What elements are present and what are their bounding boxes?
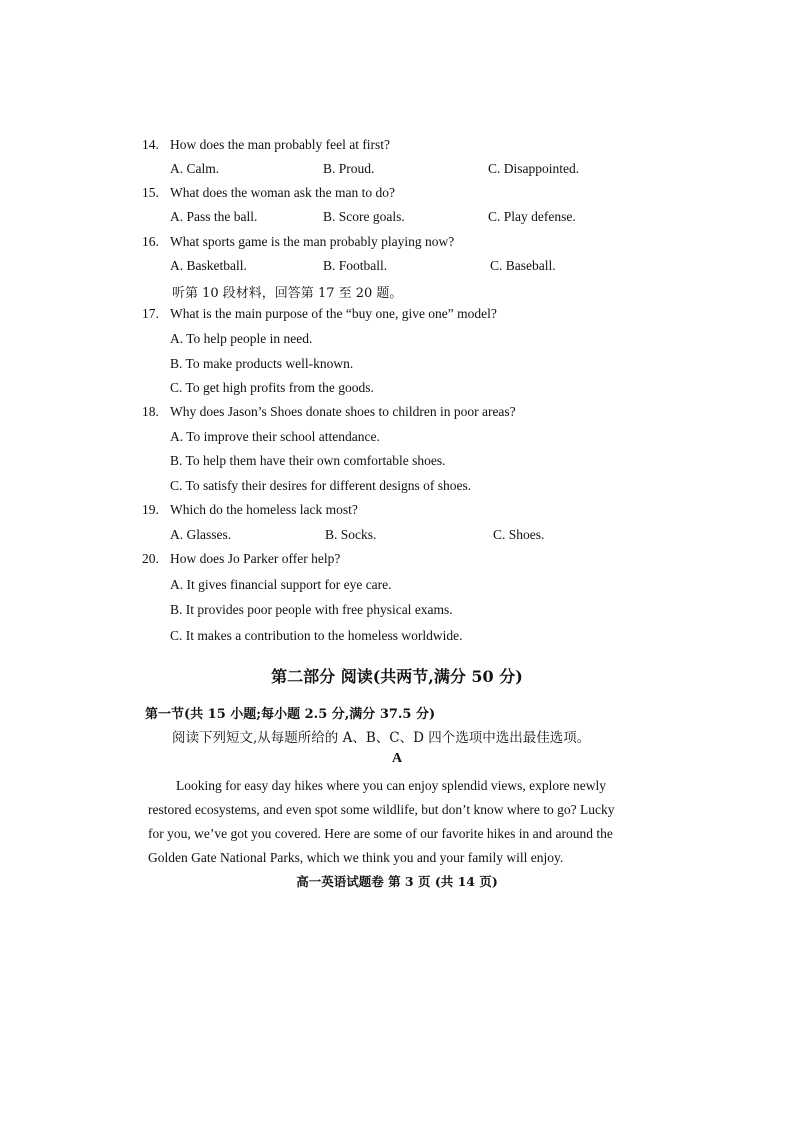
question-text: What does the woman ask the man to do? xyxy=(170,185,395,200)
reading-instruction: 阅读下列短文,从每题所给的 A、B、C、D 四个选项中选出最佳选项。 xyxy=(172,730,591,746)
question-number: 20. xyxy=(142,551,159,566)
question-number: 18. xyxy=(142,404,159,419)
question-16 xyxy=(142,234,454,250)
question-15 xyxy=(142,185,395,201)
question-text: Which do the homeless lack most? xyxy=(170,502,358,517)
passage-line: for you, we’ve got you covered. Here are some of our favorite hikes in and around the xyxy=(148,826,613,841)
option-c: C. Baseball. xyxy=(490,258,556,273)
part-title: 第二部分 阅读(共两节,满分 50 分) xyxy=(271,667,523,686)
passage-label: A xyxy=(391,751,403,766)
passage-text xyxy=(148,774,654,870)
listening-instruction: 听第 10 段材料，回答第 17 至 20 题。 xyxy=(172,286,403,301)
option-a: A. It gives financial support for eye care. xyxy=(170,577,392,592)
passage-line: Looking for easy day hikes where you can enjoy splendid views, explore newly xyxy=(176,778,607,793)
option-c: C. It makes a contribution to the homeless worldwide. xyxy=(170,628,463,643)
question-number: 16. xyxy=(142,234,159,249)
section-title: 第一节(共 15 小题;每小题 2.5 分,满分 37.5 分) xyxy=(145,707,436,722)
option-b: B. Football. xyxy=(323,258,388,273)
passage-line: restored ecosystems, and even spot some wildlife, but don’t know where to go? Lucky xyxy=(148,802,615,817)
option-c: C. To satisfy their desires for different designs of shoes. xyxy=(170,478,472,493)
option-c: C. Disappointed. xyxy=(488,161,580,176)
question-text: What sports game is the man probably playing now? xyxy=(170,234,455,249)
option-b: B. To help them have their own comfortable shoes. xyxy=(170,453,446,468)
option-a: A. Glasses. xyxy=(170,527,232,542)
option-a: A. Calm. xyxy=(170,161,220,176)
question-number: 14. xyxy=(142,137,159,152)
option-c: C. Play defense. xyxy=(488,209,576,224)
question-17 xyxy=(142,306,497,322)
question-text: What is the main purpose of the “buy one, give one” model? xyxy=(170,306,497,321)
question-text: How does Jo Parker offer help? xyxy=(170,551,341,566)
option-b: B. Socks. xyxy=(325,527,377,542)
option-a: A. To improve their school attendance. xyxy=(170,429,380,444)
question-20 xyxy=(142,551,340,567)
question-number: 17. xyxy=(142,306,159,321)
option-a: A. Basketball. xyxy=(170,258,247,273)
option-b: B. It provides poor people with free physical exams. xyxy=(170,602,453,617)
question-19 xyxy=(142,502,358,518)
passage-line: Golden Gate National Parks, which we think you and your family will enjoy. xyxy=(148,850,564,865)
option-a: A. Pass the ball. xyxy=(170,209,258,224)
option-a: A. To help people in need. xyxy=(170,331,313,346)
question-text: How does the man probably feel at first? xyxy=(170,137,391,152)
option-c: C. To get high profits from the goods. xyxy=(170,380,374,395)
question-text: Why does Jason’s Shoes donate shoes to children in poor areas? xyxy=(170,404,516,419)
page-footer: 高一英语试题卷 第 3 页 (共 14 页) xyxy=(296,874,498,889)
option-b: B. Score goals. xyxy=(323,209,405,224)
option-b: B. Proud. xyxy=(323,161,375,176)
question-number: 15. xyxy=(142,185,159,200)
question-number: 19. xyxy=(142,502,159,517)
question-18 xyxy=(142,404,516,420)
option-b: B. To make products well-known. xyxy=(170,356,354,371)
option-c: C. Shoes. xyxy=(493,527,545,542)
question-14 xyxy=(142,137,390,153)
